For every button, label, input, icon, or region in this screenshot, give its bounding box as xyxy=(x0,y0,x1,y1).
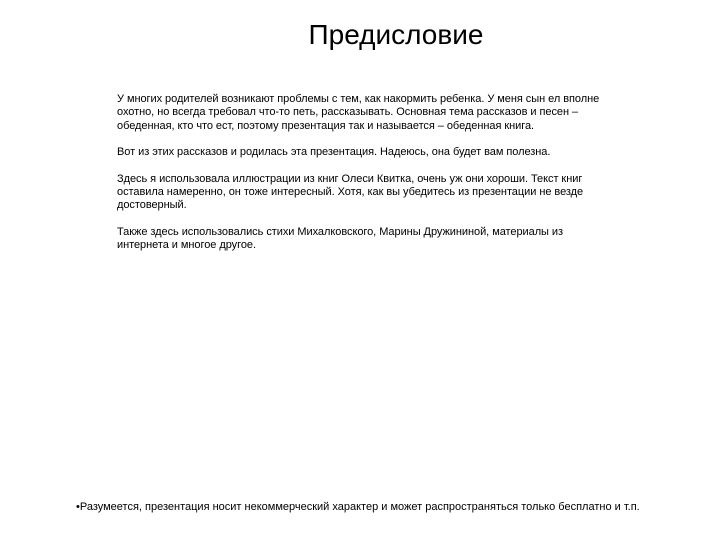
paragraph-2: Вот из этих рассказов и родилась эта презентация. Надеюсь, она будет вам полезна. xyxy=(117,146,551,159)
slide-body xyxy=(117,93,617,266)
paragraph-3: Здесь я использовала иллюстрации из книг Олеси Квитка, очень уж они хороши. Текст книг оставила намеренно, он тоже интересный. Хотя, как вы убедитесь из презентации не везде достоверный. xyxy=(117,172,584,212)
slide-title: Предисловие xyxy=(308,19,484,50)
paragraph-1: У многих родителей возникают проблемы с тем, как накормить ребенка. У меня сын ел вполне охотно, но всегда требовал что-то петь, рассказывать. Основная тема рассказов и песен – обеденная, кто что ест, поэтому презентация так и называется – обеденная книга. xyxy=(117,93,600,132)
footnote: •Разумеется, презентация носит некоммерческий характер и может распространяться только бесплатно и т.п. xyxy=(76,501,640,513)
paragraph-4: Также здесь использовались стихи Михалковского, Марины Дружининой, материалы из интернета и многое другое. xyxy=(117,225,564,252)
